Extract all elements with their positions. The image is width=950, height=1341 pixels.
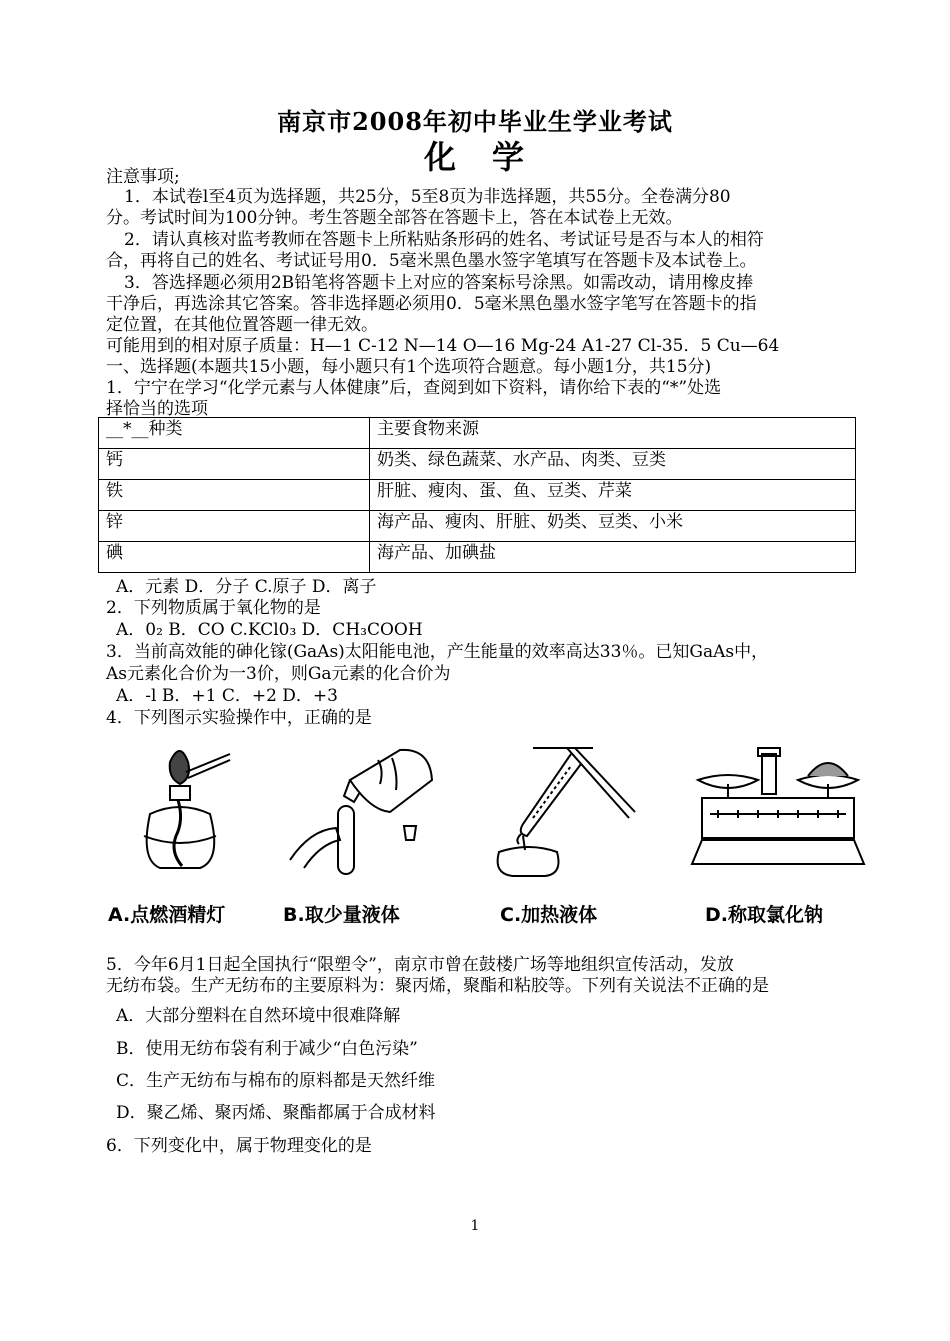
q5-option-a: A．大部分塑料在自然环境中很难降解 — [116, 1006, 401, 1026]
table-header-row — [99, 418, 856, 449]
atomic-masses: 可能用到的相对原子质量：H—1 C-12 N—14 O—16 Mg-24 A1-27 Cl-35．5 Cu—64 — [106, 336, 780, 356]
q5-option-c: C．生产无纺布与棉布的原料都是天然纤维 — [116, 1071, 436, 1091]
table-row — [99, 542, 856, 573]
exam-title: 南京市2008年初中毕业生学业考试 — [277, 107, 673, 136]
q1-stem-line-1: 1．宁宁在学习“化学元素与人体健康”后，查阅到如下资料，请你给下表的“*”处选 — [106, 378, 722, 398]
table-header-cell: 主要食物来源 — [370, 418, 856, 449]
table-cell: 钙 — [99, 449, 370, 480]
q3-stem-line-1: 3．当前高效能的砷化镓(GaAs)太阳能电池，产生能量的效率高达33％。已知GaAs中， — [106, 642, 769, 662]
note-3-line-1: 3．答选择题必须用2B铅笔将答题卡上对应的答案标号涂黑。如需改动，请用橡皮捧 — [124, 273, 754, 293]
note-2-line-2: 合，再将自己的姓名、考试证号用0．5毫米黑色墨水签字笔填写在答题卡及本试卷上。 — [106, 251, 757, 271]
note-3-line-3: 定位置，在其他位置答题一律无效。 — [106, 315, 378, 335]
balance-weighing-illustration — [688, 740, 868, 880]
q1-stem-line-2: 择恰当的选项 — [106, 399, 208, 419]
table-cell: 肝脏、瘦肉、蛋、鱼、豆类、芹菜 — [370, 480, 856, 511]
table-cell: 奶类、绿色蔬菜、水产品、肉类、豆类 — [370, 449, 856, 480]
note-2-line-1: 2．请认真核对监考教师在答题卡上所粘贴条形码的姓名、考试证号是否与本人的相符 — [124, 230, 764, 250]
q3-options: A．-l B．+1 C．+2 D．+3 — [116, 686, 338, 706]
notes-heading: 注意事项; — [106, 167, 180, 187]
q5-stem-line-1: 5．今年6月1日起全国执行“限塑令”，南京市曾在鼓楼广场等地组织宣传活动，发放 — [106, 955, 734, 975]
table-cell: 海产品、加碘盐 — [370, 542, 856, 573]
q3-stem-line-2: As元素化合价为一3价，则Ga元素的化合价为 — [106, 664, 451, 684]
q2-options: A．0₂ B．CO C.KCl0₃ D．CH₃COOH — [116, 620, 423, 640]
q4-stem: 4．下列图示实验操作中，正确的是 — [106, 708, 372, 728]
caption-b: B.取少量液体 — [283, 904, 400, 926]
alcohol-lamp-lighting-illustration — [130, 740, 240, 880]
q2-stem: 2．下列物质属于氧化物的是 — [106, 598, 321, 618]
heating-liquid-illustration — [485, 740, 645, 880]
q6-stem: 6．下列变化中，属于物理变化的是 — [106, 1136, 372, 1156]
element-food-table — [98, 417, 856, 573]
subject-title: 化 学 — [423, 138, 526, 176]
table-header-cell: __*__种类 — [99, 418, 370, 449]
caption-a: A.点燃酒精灯 — [108, 904, 226, 926]
q5-option-d: D．聚乙烯、聚丙烯、聚酯都属于合成材料 — [116, 1103, 436, 1123]
caption-c: C.加热液体 — [500, 904, 598, 926]
table-cell: 铁 — [99, 480, 370, 511]
q5-stem-line-2: 无纺布袋。生产无纺布的主要原料为：聚丙烯，聚酯和粘胶等。下列有关说法不正确的是 — [106, 976, 769, 996]
note-1-line-2: 分。考试时间为100分钟。考生答题全部答在答题卡上，答在本试卷上无效。 — [106, 208, 683, 228]
caption-d: D.称取氯化钠 — [705, 904, 823, 926]
table-cell: 碘 — [99, 542, 370, 573]
table-row — [99, 511, 856, 542]
note-3-line-2: 干净后，再选涂其它答案。答非选择题必须用0．5毫米黑色墨水签字笔写在答题卡的指 — [106, 294, 757, 314]
note-1-line-1: 1．本试卷l至4页为选择题，共25分，5至8页为非选择题，共55分。全卷满分80 — [124, 187, 731, 207]
q1-options: A．元素 D．分子 C.原子 D．离子 — [116, 577, 377, 597]
table-cell: 锌 — [99, 511, 370, 542]
page-number: 1 — [470, 1218, 480, 1234]
table-row — [99, 449, 856, 480]
pouring-liquid-illustration — [280, 740, 440, 880]
section-heading: 一、选择题(本题共15小题，每小题只有1个选项符合题意。每小题1分，共15分) — [106, 357, 712, 377]
table-cell: 海产品、瘦肉、肝脏、奶类、豆类、小米 — [370, 511, 856, 542]
q5-option-b: B．使用无纺布袋有利于减少“白色污染” — [116, 1039, 418, 1059]
table-row — [99, 480, 856, 511]
